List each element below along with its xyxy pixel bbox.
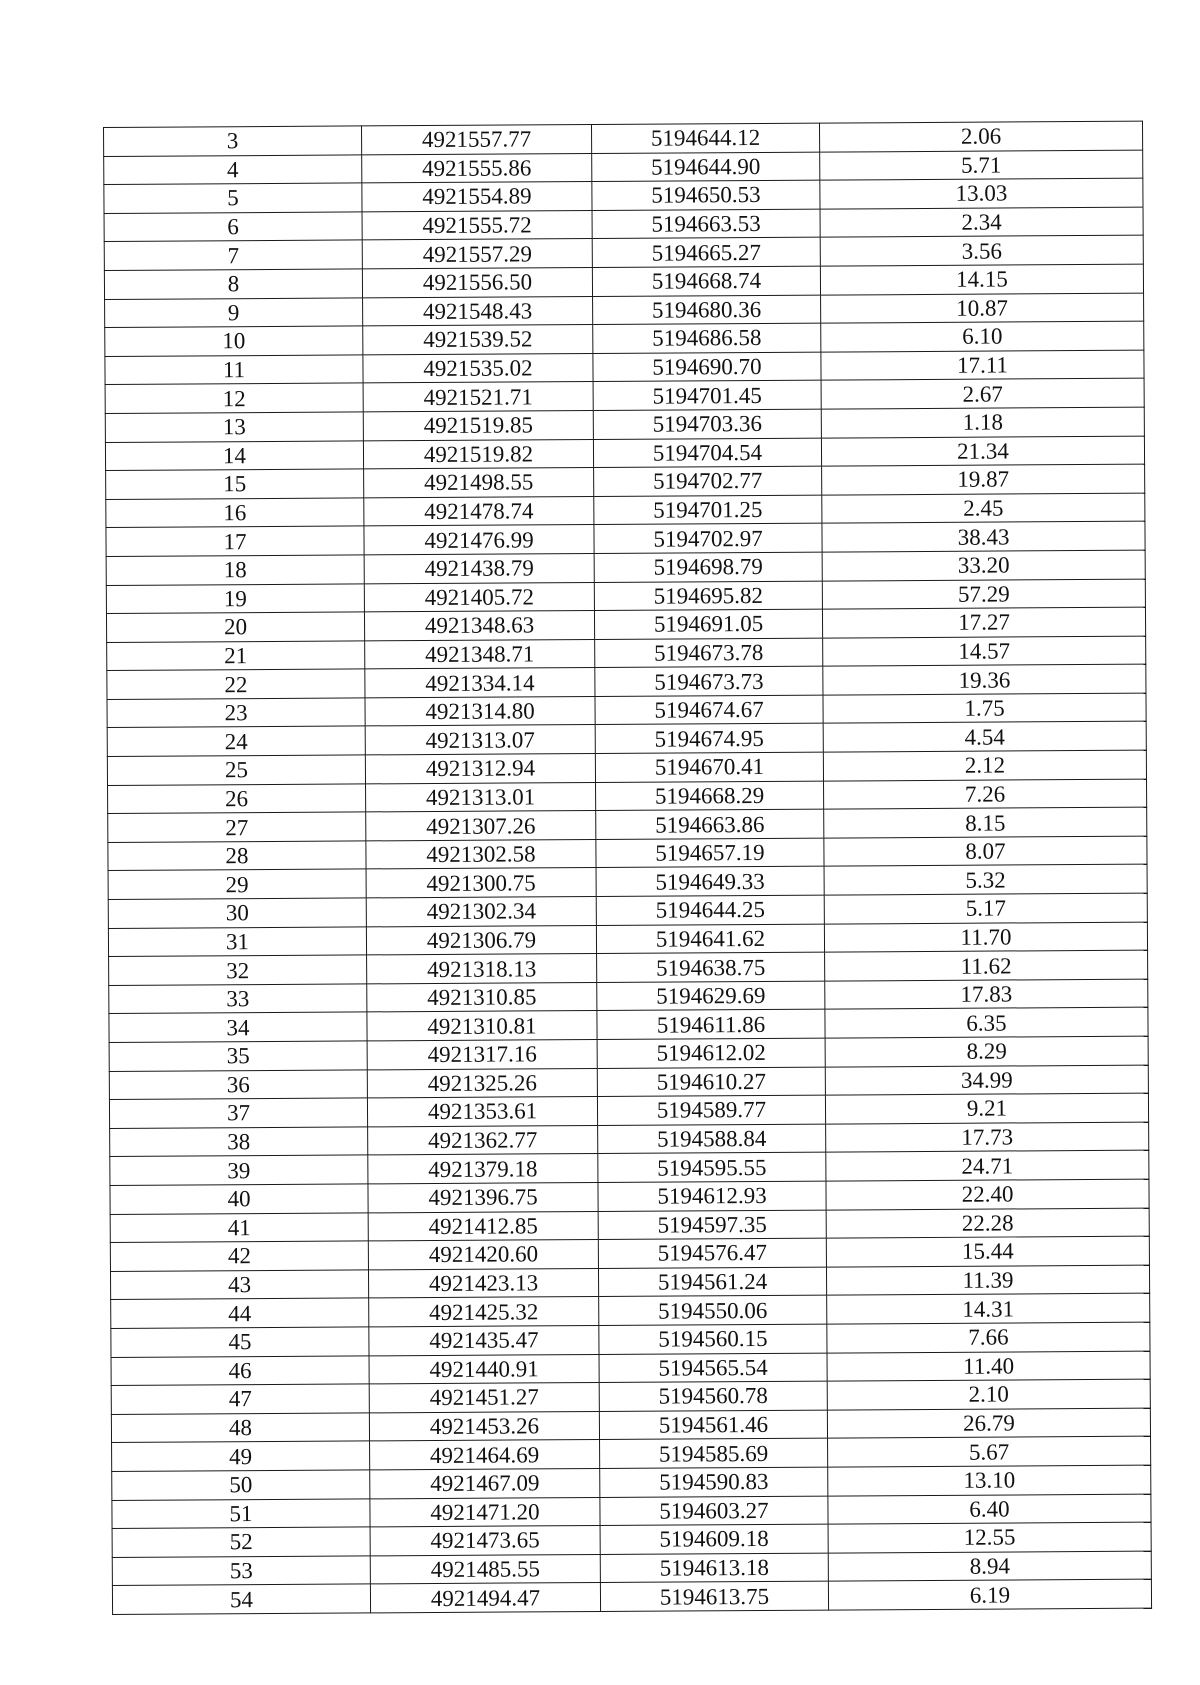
x-coordinate-cell: 4921548.43 [363, 296, 593, 326]
coordinates-table [103, 121, 1152, 1615]
y-coordinate-cell: 5194665.27 [592, 237, 820, 267]
distance-cell: 2.67 [821, 378, 1144, 409]
point-number-cell: 44 [111, 1298, 369, 1328]
x-coordinate-cell: 4921556.50 [362, 267, 592, 297]
point-number-cell: 9 [105, 297, 363, 327]
distance-cell: 6.35 [825, 1008, 1148, 1039]
distance-cell: 6.40 [828, 1494, 1151, 1525]
y-coordinate-cell: 5194701.25 [594, 495, 822, 525]
x-coordinate-cell: 4921348.71 [365, 639, 595, 669]
distance-cell: 57.29 [822, 579, 1145, 610]
x-coordinate-cell: 4921310.81 [367, 1011, 597, 1041]
x-coordinate-cell: 4921313.01 [366, 782, 596, 812]
point-number-cell: 8 [104, 269, 362, 299]
point-number-cell: 14 [105, 440, 363, 470]
point-number-cell: 3 [104, 126, 362, 156]
distance-cell: 11.39 [826, 1265, 1149, 1296]
x-coordinate-cell: 4921440.91 [369, 1354, 599, 1384]
table-row [112, 1579, 1151, 1614]
point-number-cell: 24 [107, 726, 365, 756]
y-coordinate-cell: 5194589.77 [597, 1095, 825, 1125]
distance-cell: 13.03 [820, 178, 1143, 209]
y-coordinate-cell: 5194690.70 [593, 352, 821, 382]
distance-cell: 33.20 [822, 550, 1145, 581]
distance-cell: 24.71 [826, 1151, 1149, 1182]
x-coordinate-cell: 4921396.75 [368, 1182, 598, 1212]
point-number-cell: 34 [109, 1012, 367, 1042]
point-number-cell: 4 [104, 155, 362, 185]
distance-cell: 17.11 [821, 350, 1144, 381]
x-coordinate-cell: 4921521.71 [363, 382, 593, 412]
y-coordinate-cell: 5194674.95 [595, 724, 823, 754]
distance-cell: 17.73 [826, 1122, 1149, 1153]
x-coordinate-cell: 4921453.26 [369, 1411, 599, 1441]
distance-cell: 5.17 [824, 893, 1147, 924]
x-coordinate-cell: 4921519.82 [363, 439, 593, 469]
distance-cell: 22.40 [826, 1179, 1149, 1210]
y-coordinate-cell: 5194673.78 [595, 638, 823, 668]
y-coordinate-cell: 5194560.78 [599, 1381, 827, 1411]
x-coordinate-cell: 4921317.16 [367, 1039, 597, 1069]
distance-cell: 8.15 [824, 807, 1147, 838]
y-coordinate-cell: 5194638.75 [597, 952, 825, 982]
x-coordinate-cell: 4921423.13 [368, 1268, 598, 1298]
y-coordinate-cell: 5194657.19 [596, 838, 824, 868]
distance-cell: 8.29 [825, 1036, 1148, 1067]
point-number-cell: 15 [106, 469, 364, 499]
point-number-cell: 10 [105, 326, 363, 356]
point-number-cell: 54 [112, 1584, 370, 1614]
distance-cell: 2.06 [819, 121, 1142, 152]
point-number-cell: 37 [109, 1098, 367, 1128]
coordinates-table-body [104, 121, 1152, 1614]
point-number-cell: 38 [110, 1127, 368, 1157]
point-number-cell: 52 [112, 1527, 370, 1557]
x-coordinate-cell: 4921435.47 [369, 1325, 599, 1355]
x-coordinate-cell: 4921498.55 [364, 468, 594, 498]
x-coordinate-cell: 4921555.86 [362, 153, 592, 183]
y-coordinate-cell: 5194704.54 [593, 438, 821, 468]
distance-cell: 14.15 [820, 264, 1143, 295]
y-coordinate-cell: 5194561.46 [599, 1410, 827, 1440]
x-coordinate-cell: 4921557.77 [361, 125, 591, 155]
point-number-cell: 35 [109, 1041, 367, 1071]
distance-cell: 4.54 [823, 722, 1146, 753]
point-number-cell: 23 [107, 698, 365, 728]
y-coordinate-cell: 5194702.97 [594, 523, 822, 553]
distance-cell: 2.45 [822, 493, 1145, 524]
distance-cell: 3.56 [820, 236, 1143, 267]
x-coordinate-cell: 4921310.85 [367, 982, 597, 1012]
point-number-cell: 31 [108, 927, 366, 957]
x-coordinate-cell: 4921334.14 [365, 668, 595, 698]
y-coordinate-cell: 5194595.55 [598, 1152, 826, 1182]
x-coordinate-cell: 4921494.47 [370, 1583, 600, 1613]
x-coordinate-cell: 4921467.09 [370, 1468, 600, 1498]
distance-cell: 9.21 [825, 1093, 1148, 1124]
point-number-cell: 12 [105, 383, 363, 413]
point-number-cell: 6 [104, 212, 362, 242]
x-coordinate-cell: 4921353.61 [367, 1097, 597, 1127]
distance-cell: 5.32 [824, 865, 1147, 896]
x-coordinate-cell: 4921535.02 [363, 353, 593, 383]
y-coordinate-cell: 5194576.47 [598, 1238, 826, 1268]
y-coordinate-cell: 5194612.02 [597, 1038, 825, 1068]
point-number-cell: 28 [108, 841, 366, 871]
y-coordinate-cell: 5194629.69 [597, 981, 825, 1011]
x-coordinate-cell: 4921307.26 [366, 811, 596, 841]
y-coordinate-cell: 5194701.45 [593, 380, 821, 410]
distance-cell: 14.57 [823, 636, 1146, 667]
point-number-cell: 53 [112, 1556, 370, 1586]
x-coordinate-cell: 4921379.18 [368, 1154, 598, 1184]
point-number-cell: 50 [112, 1470, 370, 1500]
distance-cell: 1.18 [821, 407, 1144, 438]
y-coordinate-cell: 5194668.74 [592, 266, 820, 296]
y-coordinate-cell: 5194588.84 [598, 1124, 826, 1154]
x-coordinate-cell: 4921473.65 [370, 1526, 600, 1556]
point-number-cell: 5 [104, 183, 362, 213]
y-coordinate-cell: 5194698.79 [594, 552, 822, 582]
distance-cell: 7.66 [827, 1322, 1150, 1353]
distance-cell: 11.62 [825, 950, 1148, 981]
y-coordinate-cell: 5194641.62 [596, 924, 824, 954]
distance-cell: 1.75 [823, 693, 1146, 724]
y-coordinate-cell: 5194565.54 [599, 1353, 827, 1383]
x-coordinate-cell: 4921485.55 [370, 1554, 600, 1584]
y-coordinate-cell: 5194613.75 [600, 1581, 828, 1611]
distance-cell: 8.07 [824, 836, 1147, 867]
x-coordinate-cell: 4921412.85 [368, 1211, 598, 1241]
x-coordinate-cell: 4921312.94 [365, 754, 595, 784]
point-number-cell: 18 [106, 555, 364, 585]
y-coordinate-cell: 5194612.93 [598, 1181, 826, 1211]
x-coordinate-cell: 4921451.27 [369, 1383, 599, 1413]
point-number-cell: 40 [110, 1184, 368, 1214]
point-number-cell: 36 [109, 1069, 367, 1099]
y-coordinate-cell: 5194663.53 [592, 209, 820, 239]
distance-cell: 7.26 [824, 779, 1147, 810]
point-number-cell: 21 [107, 641, 365, 671]
y-coordinate-cell: 5194644.12 [591, 123, 819, 153]
point-number-cell: 45 [111, 1327, 369, 1357]
y-coordinate-cell: 5194561.24 [598, 1267, 826, 1297]
y-coordinate-cell: 5194702.77 [594, 466, 822, 496]
point-number-cell: 17 [106, 526, 364, 556]
distance-cell: 14.31 [827, 1293, 1150, 1324]
distance-cell: 5.67 [828, 1436, 1151, 1467]
y-coordinate-cell: 5194611.86 [597, 1010, 825, 1040]
point-number-cell: 19 [106, 583, 364, 613]
distance-cell: 8.94 [828, 1551, 1151, 1582]
y-coordinate-cell: 5194670.41 [595, 752, 823, 782]
y-coordinate-cell: 5194686.58 [593, 323, 821, 353]
point-number-cell: 39 [110, 1155, 368, 1185]
distance-cell: 11.40 [827, 1351, 1150, 1382]
point-number-cell: 29 [108, 869, 366, 899]
distance-cell: 2.12 [823, 750, 1146, 781]
x-coordinate-cell: 4921555.72 [362, 210, 592, 240]
x-coordinate-cell: 4921306.79 [366, 925, 596, 955]
point-number-cell: 25 [107, 755, 365, 785]
x-coordinate-cell: 4921539.52 [363, 325, 593, 355]
y-coordinate-cell: 5194597.35 [598, 1210, 826, 1240]
x-coordinate-cell: 4921362.77 [368, 1125, 598, 1155]
y-coordinate-cell: 5194650.53 [592, 180, 820, 210]
y-coordinate-cell: 5194610.27 [597, 1067, 825, 1097]
distance-cell: 12.55 [828, 1522, 1151, 1553]
x-coordinate-cell: 4921478.74 [364, 496, 594, 526]
y-coordinate-cell: 5194674.67 [595, 695, 823, 725]
point-number-cell: 22 [107, 669, 365, 699]
distance-cell: 19.36 [823, 664, 1146, 695]
distance-cell: 10.87 [821, 293, 1144, 324]
distance-cell: 17.27 [822, 607, 1145, 638]
y-coordinate-cell: 5194663.86 [596, 809, 824, 839]
x-coordinate-cell: 4921464.69 [370, 1440, 600, 1470]
point-number-cell: 30 [108, 898, 366, 928]
distance-cell: 22.28 [826, 1208, 1149, 1239]
x-coordinate-cell: 4921519.85 [363, 410, 593, 440]
y-coordinate-cell: 5194644.90 [592, 152, 820, 182]
point-number-cell: 42 [110, 1241, 368, 1271]
y-coordinate-cell: 5194649.33 [596, 867, 824, 897]
y-coordinate-cell: 5194550.06 [599, 1295, 827, 1325]
point-number-cell: 26 [108, 784, 366, 814]
x-coordinate-cell: 4921318.13 [367, 954, 597, 984]
point-number-cell: 33 [109, 984, 367, 1014]
distance-cell: 34.99 [825, 1065, 1148, 1096]
point-number-cell: 20 [106, 612, 364, 642]
point-number-cell: 43 [110, 1270, 368, 1300]
x-coordinate-cell: 4921302.34 [366, 897, 596, 927]
distance-cell: 17.83 [825, 979, 1148, 1010]
distance-cell: 2.34 [820, 207, 1143, 238]
x-coordinate-cell: 4921314.80 [365, 696, 595, 726]
distance-cell: 19.87 [822, 464, 1145, 495]
x-coordinate-cell: 4921476.99 [364, 525, 594, 555]
point-number-cell: 48 [111, 1413, 369, 1443]
point-number-cell: 51 [112, 1498, 370, 1528]
x-coordinate-cell: 4921425.32 [369, 1297, 599, 1327]
y-coordinate-cell: 5194609.18 [600, 1524, 828, 1554]
distance-cell: 26.79 [827, 1408, 1150, 1439]
x-coordinate-cell: 4921348.63 [364, 611, 594, 641]
point-number-cell: 32 [109, 955, 367, 985]
distance-cell: 6.19 [828, 1579, 1151, 1610]
distance-cell: 5.71 [820, 150, 1143, 181]
distance-cell: 2.10 [827, 1379, 1150, 1410]
point-number-cell: 16 [106, 498, 364, 528]
y-coordinate-cell: 5194691.05 [594, 609, 822, 639]
distance-cell: 21.34 [821, 436, 1144, 467]
point-number-cell: 47 [111, 1384, 369, 1414]
x-coordinate-cell: 4921471.20 [370, 1497, 600, 1527]
y-coordinate-cell: 5194668.29 [596, 781, 824, 811]
y-coordinate-cell: 5194695.82 [594, 581, 822, 611]
distance-cell: 15.44 [826, 1236, 1149, 1267]
point-number-cell: 46 [111, 1355, 369, 1385]
x-coordinate-cell: 4921300.75 [366, 868, 596, 898]
point-number-cell: 13 [105, 412, 363, 442]
y-coordinate-cell: 5194613.18 [600, 1553, 828, 1583]
point-number-cell: 41 [110, 1212, 368, 1242]
y-coordinate-cell: 5194680.36 [593, 295, 821, 325]
point-number-cell: 7 [104, 240, 362, 270]
distance-cell: 6.10 [821, 321, 1144, 352]
point-number-cell: 49 [112, 1441, 370, 1471]
y-coordinate-cell: 5194585.69 [600, 1438, 828, 1468]
y-coordinate-cell: 5194560.15 [599, 1324, 827, 1354]
x-coordinate-cell: 4921554.89 [362, 182, 592, 212]
x-coordinate-cell: 4921420.60 [368, 1240, 598, 1270]
y-coordinate-cell: 5194644.25 [596, 895, 824, 925]
point-number-cell: 11 [105, 355, 363, 385]
y-coordinate-cell: 5194603.27 [600, 1496, 828, 1526]
x-coordinate-cell: 4921557.29 [362, 239, 592, 269]
x-coordinate-cell: 4921405.72 [364, 582, 594, 612]
y-coordinate-cell: 5194590.83 [600, 1467, 828, 1497]
point-number-cell: 27 [108, 812, 366, 842]
x-coordinate-cell: 4921325.26 [367, 1068, 597, 1098]
x-coordinate-cell: 4921438.79 [364, 553, 594, 583]
x-coordinate-cell: 4921313.07 [365, 725, 595, 755]
distance-cell: 38.43 [822, 521, 1145, 552]
y-coordinate-cell: 5194673.73 [595, 666, 823, 696]
distance-cell: 11.70 [824, 922, 1147, 953]
distance-cell: 13.10 [828, 1465, 1151, 1496]
x-coordinate-cell: 4921302.58 [366, 839, 596, 869]
y-coordinate-cell: 5194703.36 [593, 409, 821, 439]
